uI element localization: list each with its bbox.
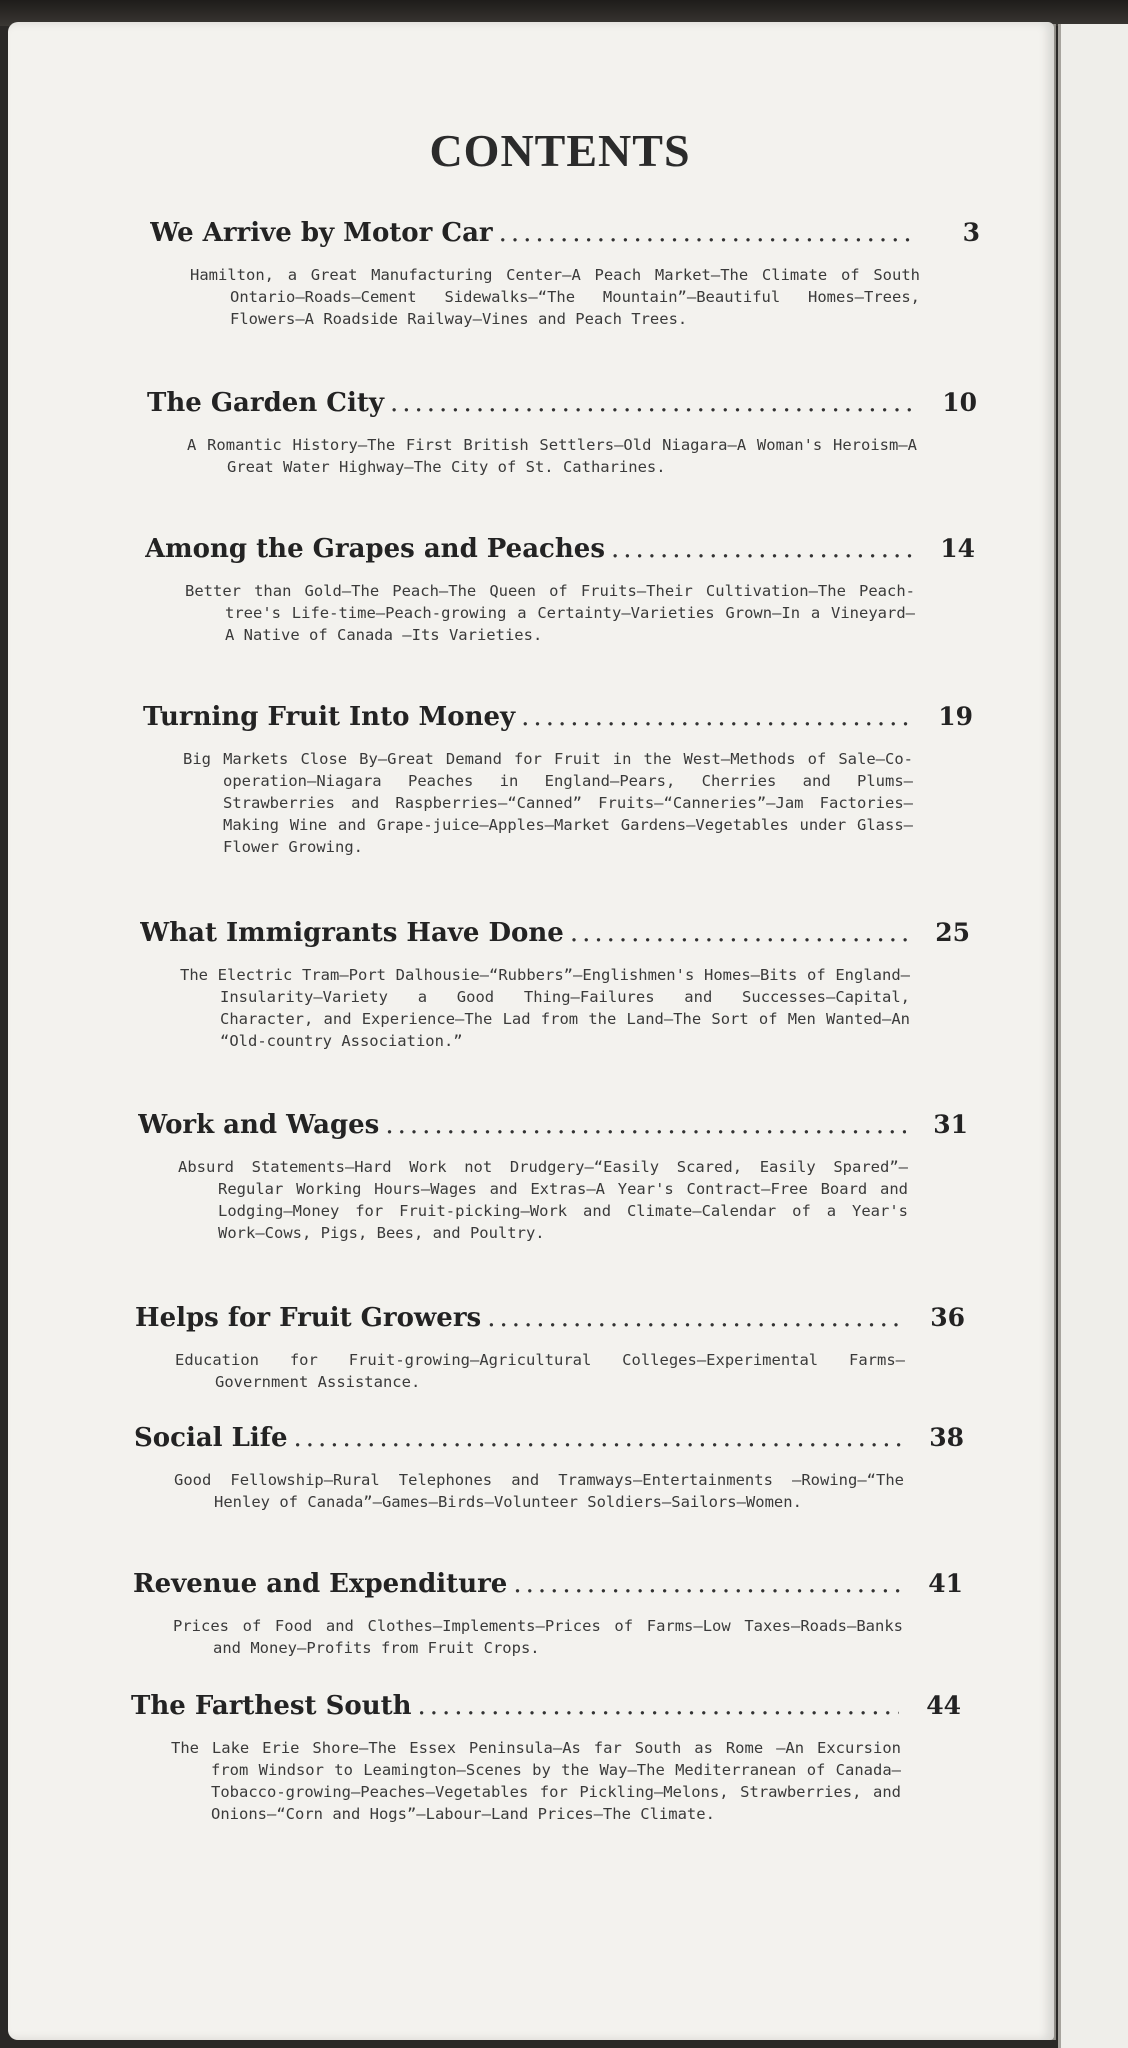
toc-summary: Big Markets Close By—Great Demand for Fruit in the West—Methods of Sale—Co-operation—Niagara Peaches in England—Pears, Cherries and Plums—Strawberries and Raspberries—“Canned” Fruits—“Canneries”—Jam Factories—Making Wine and Grape-juice—Apples—Market Gardens—Vegetables under Glass—Flower Growing. <box>183 750 913 856</box>
toc-summary: The Lake Erie Shore—The Essex Peninsula—As far South as Rome —An Excursion from Windsor to Leamington—Scenes by the Way—The Mediterranean of Canada—Tobacco-growing—Peaches—Vegetables for Pickling—Melons, Strawberries, and Onions—“Corn and Hogs”—Labour—Land Prices—The Climate. <box>171 1739 901 1823</box>
dot-leader <box>611 534 913 564</box>
toc-heading: Work and Wages <box>138 1110 380 1140</box>
toc-heading-row <box>138 1110 968 1148</box>
toc-entry <box>133 1569 963 1659</box>
toc-summary: A Romantic History—The First British Settlers—Old Niagara—A Woman's Heroism—A Great Water Highway—The City of St. Catharines. <box>187 436 917 476</box>
dot-leader <box>499 218 918 248</box>
dot-leader <box>521 702 911 732</box>
toc-entry <box>138 1110 968 1244</box>
toc-summary: Prices of Food and Clothes—Implements—Prices of Farms—Low Taxes—Roads—Banks and Money—Profits from Fruit Crops. <box>173 1617 903 1657</box>
toc-page-number: 44 <box>926 1691 961 1720</box>
toc-summary: Good Fellowship—Rural Telephones and Tramways—Entertainments —Rowing—“The Henley of Canada”—Games—Birds—Volunteer Soldiers—Sailors—Women. <box>174 1471 904 1511</box>
toc-heading-row <box>140 918 970 956</box>
toc-heading: We Arrive by Motor Car <box>150 218 493 248</box>
toc-heading: What Immigrants Have Done <box>140 918 564 948</box>
toc-page-number: 31 <box>933 1110 968 1139</box>
toc-summary: Hamilton, a Great Manufacturing Center—A Peach Market—The Climate of South Ontario—Roads—Cement Sidewalks—“The Mountain”—Beautiful Homes—Trees, Flowers—A Roadside Railway—Vines and Peach Trees. <box>190 266 920 328</box>
toc-entry <box>147 388 977 478</box>
toc-heading-row <box>131 1691 961 1729</box>
toc-heading-row <box>133 1569 963 1607</box>
toc-page-number: 36 <box>930 1303 965 1332</box>
toc-summary: The Electric Tram—Port Dalhousie—“Rubbers”—Englishmen's Homes—Bits of England—Insularity—Variety a Good Thing—Failures and Successes—Capital, Character, and Experience—The Lad from the Land—The Sort of Men Wanted—An “Old-country Association.” <box>180 966 910 1050</box>
toc-heading-row <box>147 388 977 426</box>
toc-page-number: 10 <box>942 388 977 417</box>
toc-heading-row <box>135 1303 965 1341</box>
toc-entry <box>143 702 973 858</box>
toc-entry <box>140 918 970 1052</box>
toc-page-number: 41 <box>928 1569 963 1598</box>
dot-leader <box>390 388 915 418</box>
toc-summary: Absurd Statements—Hard Work not Drudgery—“Easily Scared, Easily Spared”—Regular Working Hours—Wages and Extras—A Year's Contract—Free Board and Lodging—Money for Fruit-picking—Work and Climate—Calendar of a Year's Work—Cows, Pigs, Bees, and Poultry. <box>178 1158 908 1242</box>
toc-page-number: 14 <box>940 534 975 563</box>
dot-leader <box>385 1110 906 1140</box>
toc-page-number: 38 <box>929 1423 964 1452</box>
toc-page-number: 25 <box>935 918 970 947</box>
toc-page-number: 19 <box>938 702 973 731</box>
toc-heading: Social Life <box>134 1423 288 1453</box>
toc-entry <box>131 1691 961 1825</box>
toc-heading-row <box>145 534 975 572</box>
dot-leader <box>513 1569 901 1599</box>
toc-heading: Among the Grapes and Peaches <box>145 534 605 564</box>
toc-heading: Revenue and Expenditure <box>133 1569 508 1599</box>
toc-entry <box>135 1303 965 1393</box>
dot-leader <box>487 1303 903 1333</box>
toc-heading: Helps for Fruit Growers <box>135 1303 482 1333</box>
toc-entry <box>145 534 975 646</box>
toc-page-number: 3 <box>962 218 980 247</box>
page-title: CONTENTS <box>429 125 691 176</box>
toc-entry <box>150 218 980 330</box>
toc-heading: The Farthest South <box>131 1691 412 1721</box>
toc-summary: Education for Fruit-growing—Agricultural Colleges—Experimental Farms—Government Assistance. <box>175 1351 905 1391</box>
toc-heading: The Garden City <box>147 388 384 418</box>
toc-heading-row <box>143 702 973 740</box>
toc-heading-row <box>134 1423 964 1461</box>
toc-summary: Better than Gold—The Peach—The Queen of Fruits—Their Cultivation—The Peach-tree's Life-time—Peach-growing a Certainty—Varieties Grown—In a Vineyard—A Native of Canada —Its Varieties. <box>185 582 915 644</box>
toc-entry <box>134 1423 964 1513</box>
toc-heading-row <box>150 218 980 256</box>
dot-leader <box>570 918 908 948</box>
dot-leader <box>294 1423 903 1453</box>
adjacent-page <box>1058 24 1128 2048</box>
dot-leader <box>418 1691 899 1721</box>
toc-heading: Turning Fruit Into Money <box>143 702 516 732</box>
